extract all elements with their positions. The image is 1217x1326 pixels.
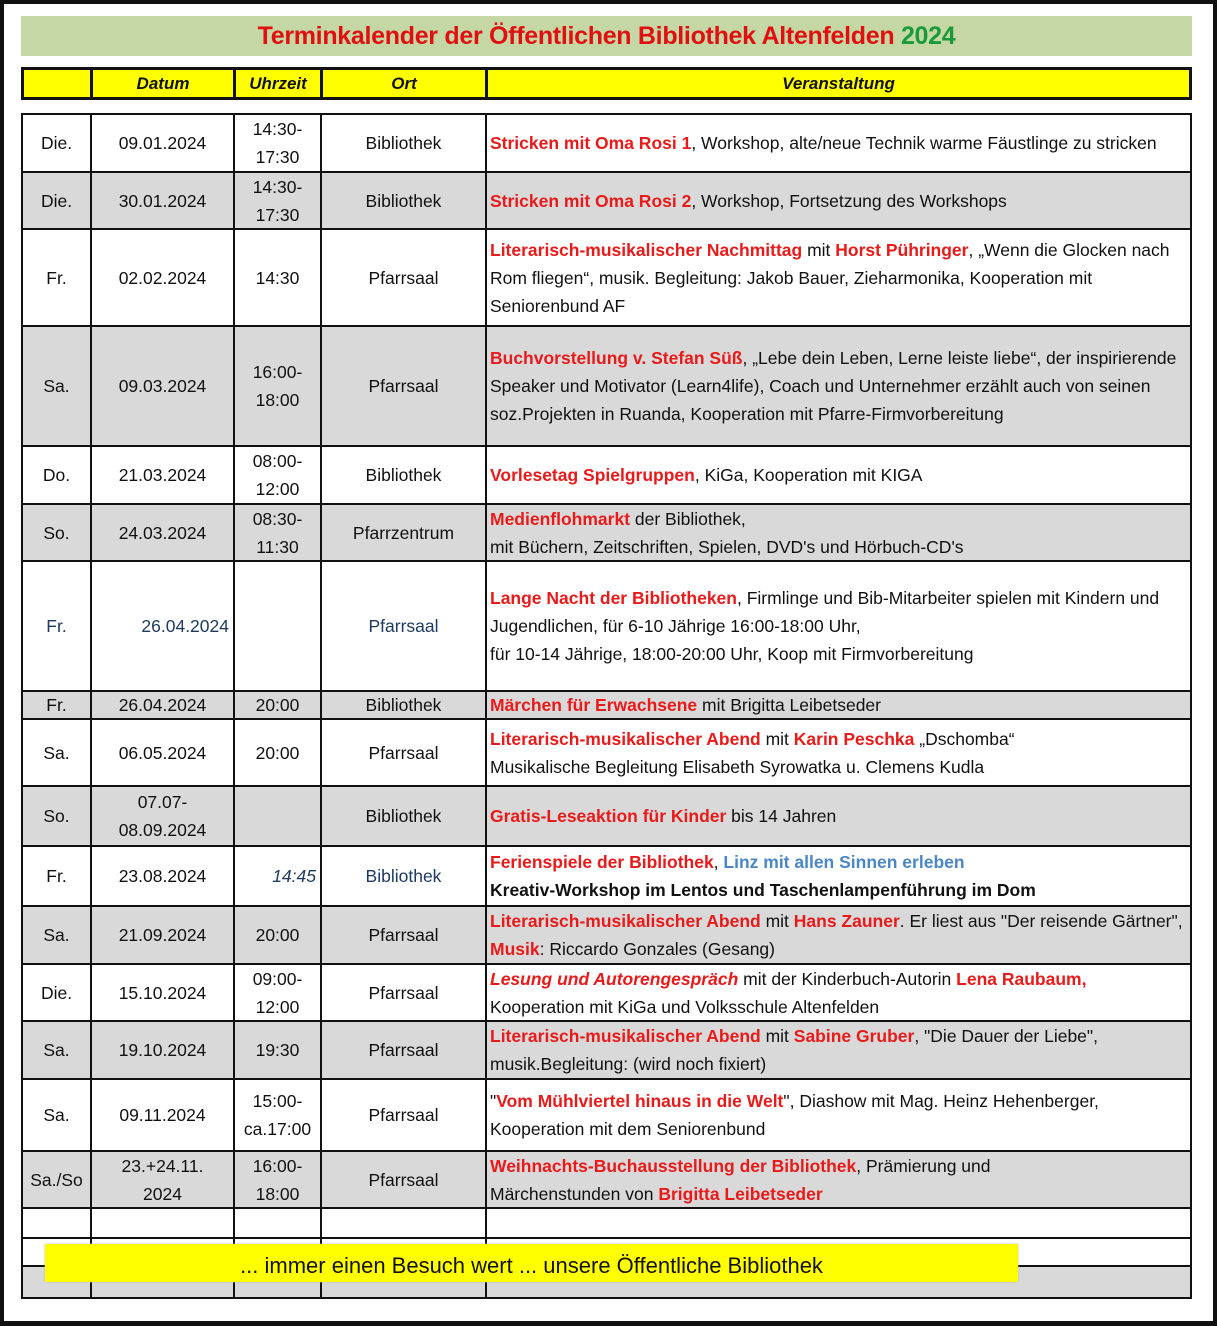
cell-time: 14:30: [235, 230, 322, 325]
table-header: [21, 67, 1192, 100]
cell-event: [487, 692, 1190, 718]
event-highlight: Buchvorstellung v. Stefan Süß: [490, 348, 743, 368]
table-row: [23, 1080, 1190, 1152]
event-text: [490, 505, 964, 561]
cell-time: 08:00- 12:00: [235, 447, 322, 503]
cell-time: 15:00- ca.17:00: [235, 1080, 322, 1150]
cell-event: [487, 720, 1190, 785]
event-highlight: Sabine Gruber: [793, 1026, 915, 1046]
event-table: [21, 113, 1192, 1299]
event-text: [490, 129, 1157, 157]
table-row: [23, 447, 1190, 505]
cell-day: Fr.: [23, 230, 92, 325]
cell-event: [487, 447, 1190, 503]
cell-time: 19:30: [235, 1022, 322, 1078]
cell-date: 21.03.2024: [92, 447, 235, 503]
cell-time: 09:00- 12:00: [235, 965, 322, 1020]
cell-day: Sa.: [23, 1080, 92, 1150]
cell-place: Pfarrsaal: [322, 907, 487, 963]
cell-event: [487, 907, 1190, 963]
cell-day: Die.: [23, 965, 92, 1020]
event-highlight: Hans Zauner: [793, 911, 900, 931]
cell-event: [487, 1080, 1190, 1150]
title-text: Terminkalender der Öffentlichen Bibliothek Altenfelden: [257, 22, 895, 50]
cell-event: [487, 965, 1190, 1020]
event-highlight: Vom Mühlviertel hinaus in die Welt: [496, 1091, 784, 1111]
cell-date: 26.04.2024: [92, 692, 235, 718]
cell-time: 14:30- 17:30: [235, 173, 322, 228]
table-row: [23, 847, 1190, 907]
cell-time: 16:00- 18:00: [235, 1152, 322, 1207]
event-text: [490, 236, 1190, 320]
cell-date: 09.03.2024: [92, 327, 235, 445]
cell-day: Sa.: [23, 907, 92, 963]
cell-event: [487, 230, 1190, 325]
cell-place: Pfarrsaal: [322, 720, 487, 785]
table-row: [23, 1152, 1190, 1209]
event-detail: , Firmlinge und Bib-Mitarbeiter spielen mit Kindern und Jugendlichen, für 6-10 Jährige 16:00-18:00 Uhr, für 10-14 Jährige, 18:00-20:00 Uhr, Koop mit Firmvorbereitung: [490, 588, 1160, 664]
event-text: [490, 1087, 1099, 1143]
event-highlight: Literarisch-musikalischer Abend: [490, 1026, 761, 1046]
event-text: [490, 691, 881, 719]
event-text: [490, 965, 1086, 1021]
event-text: [490, 802, 836, 830]
cell-date: 07.07- 08.09.2024: [92, 787, 235, 845]
table-row: [23, 720, 1190, 787]
header-time: Uhrzeit: [236, 70, 323, 97]
cell-event: [487, 847, 1190, 905]
table-row: [23, 115, 1190, 173]
footer-banner: ... immer einen Besuch wert ... unsere Öffentliche Bibliothek: [45, 1244, 1018, 1282]
event-text: [490, 187, 1007, 215]
event-detail: ,: [713, 852, 724, 872]
event-detail: , Workshop, alte/neue Technik warme Fäustlinge zu stricken: [691, 133, 1157, 153]
table-row: [23, 173, 1190, 230]
cell-time: 14:45: [235, 847, 322, 905]
cell-place: Pfarrsaal: [322, 1022, 487, 1078]
cell-date: 06.05.2024: [92, 720, 235, 785]
cell-time: 16:00- 18:00: [235, 327, 322, 445]
cell-time: [235, 1209, 322, 1237]
cell-day: Fr.: [23, 847, 92, 905]
cell-date: 23.+24.11. 2024: [92, 1152, 235, 1207]
event-highlight: Medienflohmarkt: [490, 508, 631, 529]
table-row: [23, 692, 1190, 720]
cell-place: [322, 1209, 487, 1237]
event-highlight: Horst Pühringer: [835, 239, 969, 260]
header-day: [24, 70, 93, 97]
cell-time: 20:00: [235, 692, 322, 718]
page-title: [21, 16, 1192, 56]
event-detail: mit: [760, 1026, 794, 1046]
event-highlight: Literarisch-musikalischer Nachmittag: [490, 239, 803, 260]
event-highlight: Märchen für Erwachsene: [490, 695, 698, 715]
cell-day: [23, 1209, 92, 1237]
event-text: [490, 344, 1190, 428]
event-detail: , Prämierung und Märchenstunden von: [490, 1155, 991, 1204]
table-row: [23, 1209, 1190, 1239]
cell-event: [487, 1152, 1190, 1207]
cell-place: Pfarrsaal: [322, 327, 487, 445]
cell-date: 09.11.2024: [92, 1080, 235, 1150]
cell-place: Pfarrsaal: [322, 965, 487, 1020]
cell-time: 08:30- 11:30: [235, 505, 322, 560]
event-detail: mit: [760, 728, 794, 749]
table-row: [23, 505, 1190, 562]
cell-day: Sa./So: [23, 1152, 92, 1207]
cell-day: Die.: [23, 173, 92, 228]
cell-time: 20:00: [235, 907, 322, 963]
cell-date: 02.02.2024: [92, 230, 235, 325]
event-detail: , „Wenn die Glocken nach Rom fliegen“, musik. Begleitung: Jakob Bauer, Zieharmonika, Kooperation mit Seniorenbund AF: [490, 239, 1170, 316]
header-place: Ort: [323, 70, 488, 97]
cell-day: Die.: [23, 115, 92, 171]
cell-event: [487, 505, 1190, 560]
cell-place: Bibliothek: [322, 447, 487, 503]
cell-day: Sa.: [23, 1022, 92, 1078]
cell-event: [487, 327, 1190, 445]
event-text: [490, 848, 1036, 904]
cell-day: So.: [23, 505, 92, 560]
event-text: [490, 1022, 1098, 1078]
event-highlight: Lange Nacht der Bibliotheken: [490, 588, 737, 608]
event-detail: „Dschomba“ Musikalische Begleitung Elisabeth Syrowatka u. Clemens Kudla: [490, 728, 1015, 777]
table-row: [23, 787, 1190, 847]
cell-day: Fr.: [23, 692, 92, 718]
cell-event: [487, 787, 1190, 845]
cell-event: [487, 1022, 1190, 1078]
table-row: [23, 327, 1190, 447]
cell-place: Bibliothek: [322, 787, 487, 845]
event-detail: Kooperation mit KiGa und Volksschule Altenfelden: [490, 996, 880, 1017]
cell-date: 24.03.2024: [92, 505, 235, 560]
event-highlight: Brigitta Leibetseder: [658, 1183, 823, 1204]
event-highlight: Stricken mit Oma Rosi 2: [490, 190, 692, 211]
cell-place: Bibliothek: [322, 173, 487, 228]
cell-event: [487, 1209, 1190, 1237]
event-detail: , „Lebe dein Leben, Lerne leiste liebe“, der inspirierende Speaker und Motivator (Learn4life), Coach und Unternehmer erzählt auch von seinen soz.Projekten in Ruanda, Kooperation mit Pfarre-Firmvorbereitung: [490, 348, 1177, 424]
header-date: Datum: [93, 70, 236, 97]
event-detail: : Riccardo Gonzales (Gesang): [539, 939, 775, 959]
event-text: [490, 1152, 991, 1208]
event-detail: ", Diashow mit Mag. Heinz Hehenberger, Kooperation mit dem Seniorenbund: [490, 1091, 1099, 1139]
event-highlight: Literarisch-musikalischer Abend: [490, 728, 761, 749]
cell-event: [487, 562, 1190, 690]
event-highlight: Ferienspiele der Bibliothek: [490, 852, 714, 872]
cell-time: 20:00: [235, 720, 322, 785]
cell-day: Sa.: [23, 327, 92, 445]
cell-place: Pfarrsaal: [322, 230, 487, 325]
cell-place: Pfarrzentrum: [322, 505, 487, 560]
event-text: [490, 461, 922, 489]
cell-day: Do.: [23, 447, 92, 503]
header-event: Veranstaltung: [782, 74, 895, 93]
table-row: [23, 907, 1190, 965]
event-detail: mit Brigitta Leibetseder: [697, 695, 881, 715]
cell-date: 15.10.2024: [92, 965, 235, 1020]
event-highlight: Linz mit allen Sinnen erleben: [723, 852, 965, 872]
event-detail: , KiGa, Kooperation mit KIGA: [694, 465, 923, 485]
table-row: [23, 562, 1190, 692]
event-highlight: Weihnachts-Buchausstellung der Bibliothek: [490, 1155, 857, 1176]
cell-day: Fr.: [23, 562, 92, 690]
table-row: [23, 230, 1190, 327]
event-text: [490, 584, 1190, 668]
event-detail: ": [490, 1091, 497, 1111]
cell-date: 26.04.2024: [92, 562, 235, 690]
cell-place: Pfarrsaal: [322, 1080, 487, 1150]
event-highlight: Gratis-Leseaktion für Kinder: [490, 806, 727, 826]
event-detail: , Workshop, Fortsetzung des Workshops: [691, 190, 1007, 211]
event-detail: . Er liest aus "Der reisende Gärtner",: [899, 911, 1183, 931]
cell-day: So.: [23, 787, 92, 845]
event-detail: mit der Kinderbuch-Autorin: [738, 968, 957, 989]
table-row: [23, 965, 1190, 1022]
event-highlight: Karin Peschka: [793, 728, 915, 749]
cell-place: Bibliothek: [322, 692, 487, 718]
cell-place: Pfarrsaal: [322, 1152, 487, 1207]
cell-time: [235, 562, 322, 690]
title-year: 2024: [900, 22, 956, 50]
event-highlight: Kreativ-Workshop im Lentos und Taschenlampenführung im Dom: [490, 880, 1036, 900]
cell-place: Pfarrsaal: [322, 562, 487, 690]
event-highlight: Literarisch-musikalischer Abend: [490, 911, 761, 931]
event-highlight: Lesung und Autorengespräch: [490, 968, 739, 989]
cell-time: [235, 787, 322, 845]
cell-place: Bibliothek: [322, 115, 487, 171]
cell-time: 14:30- 17:30: [235, 115, 322, 171]
event-detail: mit: [802, 239, 836, 260]
event-detail: bis 14 Jahren: [726, 806, 837, 826]
cell-date: 19.10.2024: [92, 1022, 235, 1078]
event-text: [490, 725, 1015, 781]
event-detail: mit: [760, 911, 794, 931]
cell-event: [487, 115, 1190, 171]
table-row: [23, 1022, 1190, 1080]
cell-date: [92, 1209, 235, 1237]
event-highlight: Lena Raubaum,: [956, 968, 1087, 989]
event-text: [490, 907, 1190, 963]
event-detail: der Bibliothek, mit Büchern, Zeitschriften, Spielen, DVD's und Hörbuch-CD's: [490, 508, 964, 557]
cell-date: 30.01.2024: [92, 173, 235, 228]
cell-place: Bibliothek: [322, 847, 487, 905]
cell-day: Sa.: [23, 720, 92, 785]
cell-event: [487, 173, 1190, 228]
event-highlight: Stricken mit Oma Rosi 1: [490, 133, 692, 153]
cell-date: 09.01.2024: [92, 115, 235, 171]
cell-date: 21.09.2024: [92, 907, 235, 963]
event-highlight: Musik: [490, 939, 540, 959]
cell-date: 23.08.2024: [92, 847, 235, 905]
event-detail: , "Die Dauer der Liebe", musik.Begleitung: (wird noch fixiert): [490, 1026, 1098, 1074]
event-highlight: Vorlesetag Spielgruppen: [490, 465, 695, 485]
